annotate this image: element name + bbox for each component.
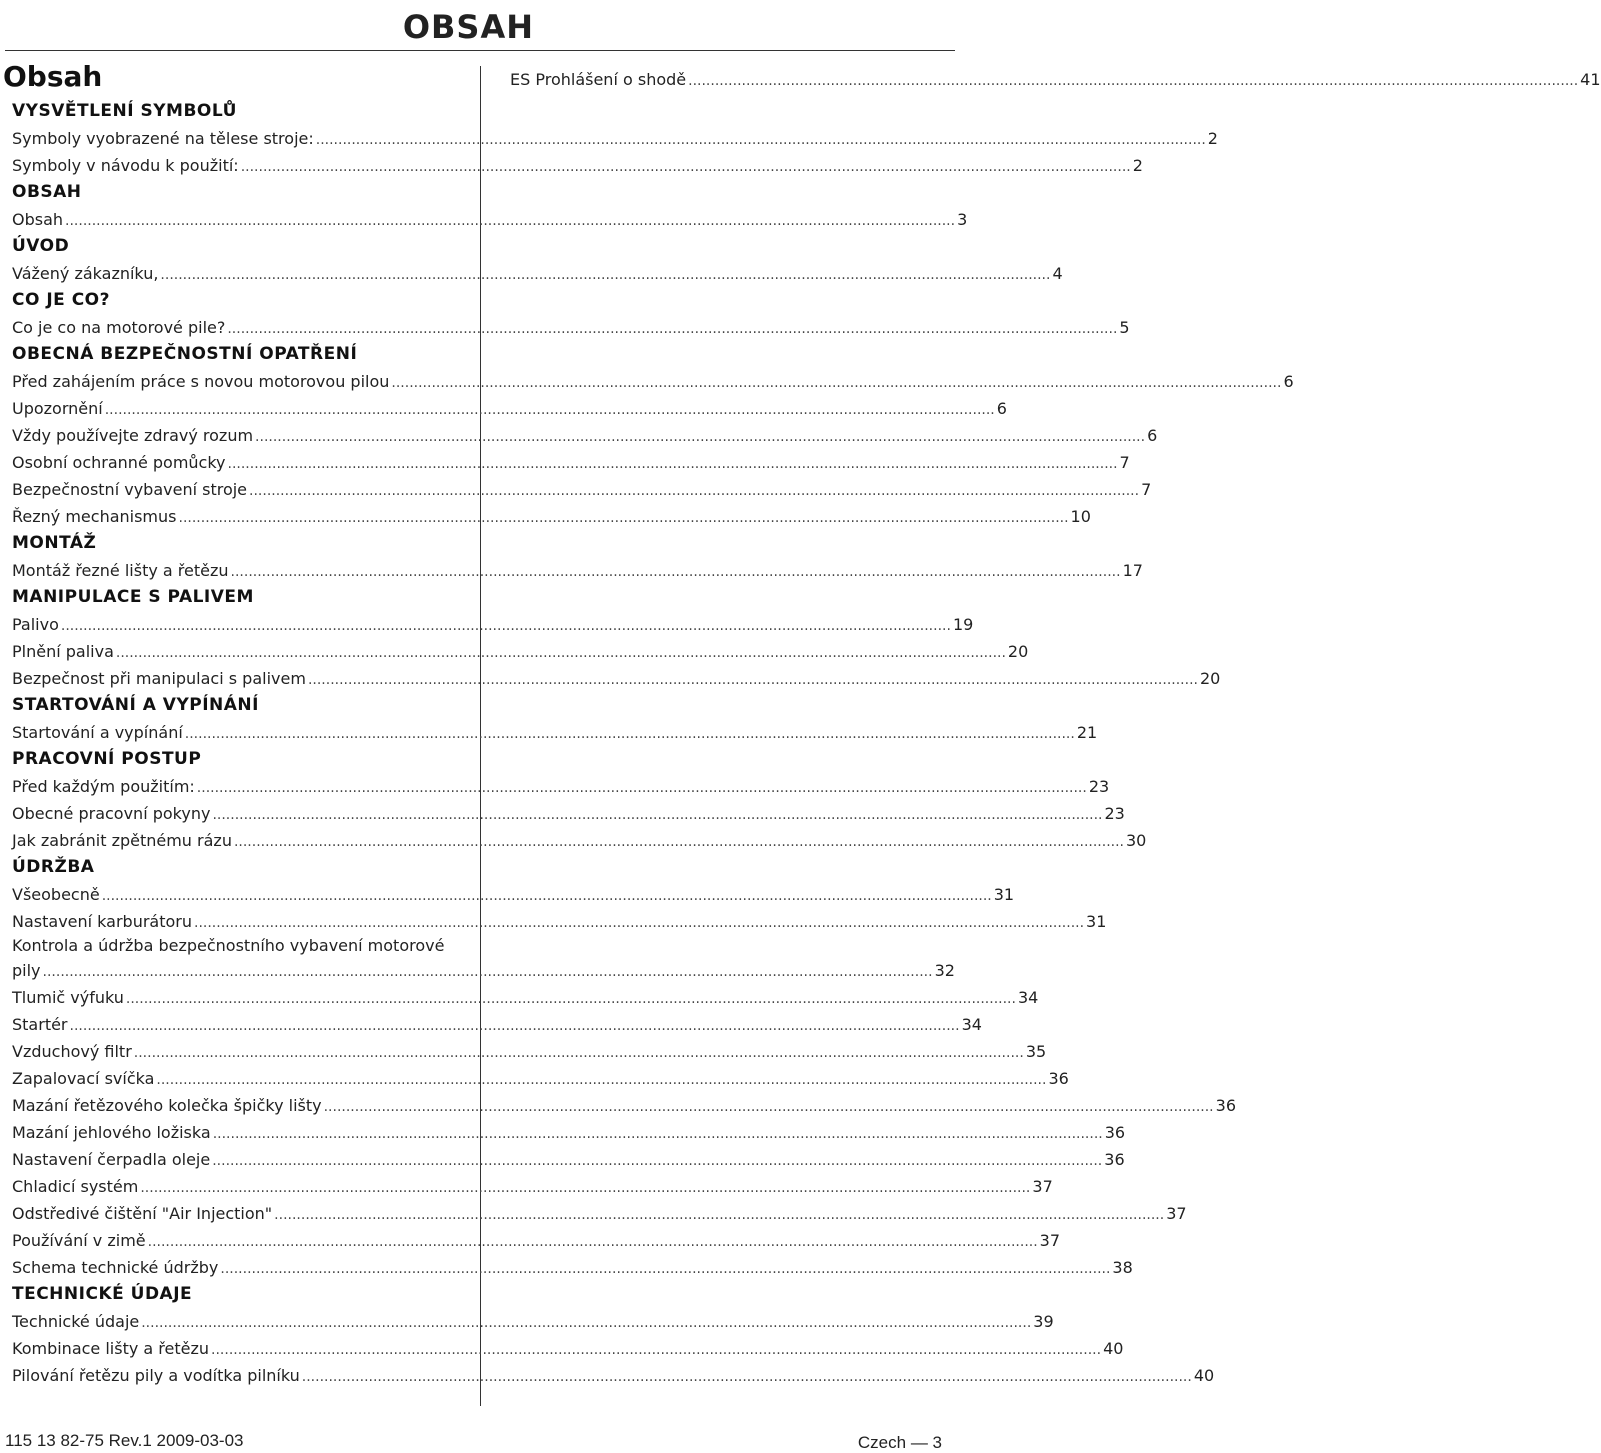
toc-entry-label: Obecné pracovní pokyny xyxy=(12,804,211,823)
dot-leader: ........................................................................................................................................................................................................ xyxy=(315,132,1206,148)
dot-leader: ........................................................................................................................................................................................................ xyxy=(211,1342,1102,1358)
toc-entry[interactable] xyxy=(12,260,1063,287)
toc-entry-label: Symboly v návodu k použití: xyxy=(12,156,239,175)
toc-section-heading: PRACOVNÍ POSTUP xyxy=(12,749,202,769)
dot-leader: ........................................................................................................................................................................................................ xyxy=(274,1207,1165,1223)
toc-page-number: 31 xyxy=(1086,912,1107,931)
toc-page-number: 34 xyxy=(1017,988,1039,1007)
toc-page-number: 7 xyxy=(1141,480,1152,499)
toc-entry-label: Plnění paliva xyxy=(12,642,114,661)
toc-section-heading: VYSVĚTLENÍ SYMBOLŮ xyxy=(12,101,237,121)
toc-section-heading: OBECNÁ BEZPEČNOSTNÍ OPATŘENÍ xyxy=(12,344,358,364)
dot-leader: ........................................................................................................................................................................................................ xyxy=(65,213,956,229)
toc-page-number: 40 xyxy=(1103,1339,1124,1358)
toc-entry-label: pily xyxy=(12,961,41,980)
toc-page-number: 2 xyxy=(1207,129,1218,148)
toc-page-number: 5 xyxy=(1119,318,1130,337)
toc-entry-label: Symboly vyobrazené na tělese stroje: xyxy=(12,129,314,148)
toc-page-number: 36 xyxy=(1215,1096,1236,1115)
toc-entry[interactable] xyxy=(12,314,1130,341)
toc-entry[interactable] xyxy=(12,557,1143,584)
toc-page-number: 39 xyxy=(1033,1312,1054,1331)
toc-page-number: 20 xyxy=(1199,669,1221,688)
toc-entry-label: Startování a vypínání xyxy=(12,723,183,742)
toc-page-number: 10 xyxy=(1070,507,1091,526)
toc-page-number: 35 xyxy=(1025,1042,1047,1061)
dot-leader: ........................................................................................................................................................................................................ xyxy=(212,1126,1103,1142)
toc-entry[interactable] xyxy=(12,1119,1126,1146)
toc-entry[interactable] xyxy=(12,1254,1133,1281)
toc-entry-label: Montáž řezné lišty a řetězu xyxy=(12,561,229,580)
toc-entry[interactable] xyxy=(12,935,955,984)
footer-document-number: 115 13 82-75 Rev.1 2009-03-03 xyxy=(5,1431,244,1450)
toc-entry[interactable] xyxy=(12,152,1143,179)
toc-entry[interactable] xyxy=(12,881,1015,908)
dot-leader: ........................................................................................................................................................................................................ xyxy=(255,429,1146,445)
toc-section-heading: TECHNICKÉ ÚDAJE xyxy=(12,1284,193,1304)
toc-entry[interactable] xyxy=(12,611,974,638)
toc-page-number: 3 xyxy=(957,210,968,229)
toc-page-number: 2 xyxy=(1132,156,1143,175)
toc-section-heading: MANIPULACE S PALIVEM xyxy=(12,587,254,607)
toc-entry[interactable] xyxy=(12,1038,1047,1065)
toc-entry-label: Vzduchový filtr xyxy=(12,1042,132,1061)
dot-leader: ........................................................................................................................................................................................................ xyxy=(141,1315,1032,1331)
toc-entry-label: Palivo xyxy=(12,615,59,634)
toc-page-number: 6 xyxy=(1147,426,1158,445)
toc-entry[interactable] xyxy=(510,66,1601,93)
dot-leader: ........................................................................................................................................................................................................ xyxy=(230,564,1121,580)
toc-page-number: 37 xyxy=(1166,1204,1187,1223)
dot-leader: ........................................................................................................................................................................................................ xyxy=(249,483,1140,499)
toc-page-number: 20 xyxy=(1007,642,1029,661)
dot-leader: ........................................................................................................................................................................................................ xyxy=(60,618,951,634)
toc-page-number: 6 xyxy=(1283,372,1294,391)
toc-page-number: 38 xyxy=(1112,1258,1133,1277)
toc-page-number: 17 xyxy=(1122,561,1143,580)
toc-entry-label: Upozornění xyxy=(12,399,103,418)
toc-entry-label: Bezpečnostní vybavení stroje xyxy=(12,480,248,499)
toc-entry-label: Startér xyxy=(12,1015,68,1034)
toc-page-number: 41 xyxy=(1580,70,1601,89)
table-of-contents xyxy=(12,98,1294,1389)
toc-entry[interactable] xyxy=(12,1200,1187,1227)
dot-leader: ........................................................................................................................................................................................................ xyxy=(212,807,1103,823)
toc-entry[interactable] xyxy=(12,503,1091,530)
toc-entry[interactable] xyxy=(12,800,1125,827)
dot-leader: ........................................................................................................................................................................................................ xyxy=(101,888,992,904)
toc-page-number: 36 xyxy=(1104,1150,1125,1169)
dot-leader: ........................................................................................................................................................................................................ xyxy=(307,672,1198,688)
toc-entry[interactable] xyxy=(12,1011,982,1038)
toc-entry-label: Před každým použitím: xyxy=(12,777,195,796)
dot-leader: ........................................................................................................................................................................................................ xyxy=(125,991,1016,1007)
toc-page-number: 23 xyxy=(1088,777,1110,796)
toc-entry-label: Používání v zimě xyxy=(12,1231,146,1250)
toc-entry-label: Obsah xyxy=(12,210,64,229)
dot-leader: ........................................................................................................................................................................................................ xyxy=(69,1018,960,1034)
toc-section-heading: ÚDRŽBA xyxy=(12,857,95,877)
header-divider xyxy=(5,50,955,51)
toc-page-number: 7 xyxy=(1119,453,1130,472)
dot-leader: ........................................................................................................................................................................................................ xyxy=(212,1153,1103,1169)
toc-entry-label: Kontrola a údržba bezpečnostního vybavení motorové xyxy=(12,936,445,955)
toc-page-number: 21 xyxy=(1076,723,1098,742)
toc-section-heading: ÚVOD xyxy=(12,236,70,256)
dot-leader: ........................................................................................................................................................................................................ xyxy=(323,1099,1214,1115)
toc-entry[interactable] xyxy=(12,125,1218,152)
dot-leader: ........................................................................................................................................................................................................ xyxy=(147,1234,1038,1250)
toc-entry[interactable] xyxy=(12,368,1294,395)
dot-leader: ........................................................................................................................................................................................................ xyxy=(133,1045,1024,1061)
toc-entry-label: Vážený zákazníku, xyxy=(12,264,159,283)
toc-entry[interactable] xyxy=(12,449,1130,476)
toc-entry[interactable] xyxy=(12,1173,1053,1200)
toc-entry-label: Technické údaje xyxy=(12,1312,140,1331)
toc-entry[interactable] xyxy=(12,1335,1124,1362)
toc-entry-label: Zapalovací svíčka xyxy=(12,1069,155,1088)
toc-entry-label: Před zahájením práce s novou motorovou pilou xyxy=(12,372,390,391)
dot-leader: ........................................................................................................................................................................................................ xyxy=(160,267,1051,283)
dot-leader: ........................................................................................................................................................................................................ xyxy=(140,1180,1031,1196)
dot-leader: ........................................................................................................................................................................................................ xyxy=(104,402,995,418)
toc-page-number: 4 xyxy=(1052,264,1063,283)
dot-leader: ........................................................................................................................................................................................................ xyxy=(42,964,933,980)
toc-page-number: 30 xyxy=(1126,831,1147,850)
footer-language-page: Czech — 3 xyxy=(857,1433,942,1452)
toc-entry-label: Všeobecně xyxy=(12,885,100,904)
dot-leader: ........................................................................................................................................................................................................ xyxy=(688,73,1579,89)
toc-entry-label: Tlumič výfuku xyxy=(12,988,124,1007)
toc-page-number: 6 xyxy=(996,399,1007,418)
dot-leader: ........................................................................................................................................................................................................ xyxy=(391,375,1282,391)
toc-entry-label: Bezpečnost při manipulaci s palivem xyxy=(12,669,306,688)
toc-entry[interactable] xyxy=(12,206,968,233)
toc-entry-label: Osobní ochranné pomůcky xyxy=(12,453,226,472)
toc-entry[interactable] xyxy=(12,1092,1236,1119)
toc-entry[interactable] xyxy=(12,1308,1054,1335)
toc-entry-label: Mazání řetězového kolečka špičky lišty xyxy=(12,1096,322,1115)
toc-page-number: 37 xyxy=(1032,1177,1053,1196)
toc-section-heading: CO JE CO? xyxy=(12,290,110,310)
toc-page-number: 36 xyxy=(1048,1069,1069,1088)
dot-leader: ........................................................................................................................................................................................................ xyxy=(196,780,1087,796)
toc-entry-label: Jak zabránit zpětnému rázu xyxy=(12,831,232,850)
toc-entry-label: Vždy používejte zdravý rozum xyxy=(12,426,254,445)
toc-entry[interactable] xyxy=(12,1227,1061,1254)
toc-entry[interactable] xyxy=(12,773,1110,800)
toc-entry[interactable] xyxy=(12,1362,1215,1389)
section-title: Obsah xyxy=(3,60,103,93)
toc-section-heading: STARTOVÁNÍ A VYPÍNÁNÍ xyxy=(12,695,259,715)
toc-entry[interactable] xyxy=(12,476,1152,503)
page-header-title: OBSAH xyxy=(402,8,534,46)
dot-leader: ........................................................................................................................................................................................................ xyxy=(240,159,1131,175)
dot-leader: ........................................................................................................................................................................................................ xyxy=(115,645,1006,661)
toc-entry-label: ES Prohlášení o shodě xyxy=(510,70,687,89)
toc-section-heading: MONTÁŽ xyxy=(12,533,97,553)
toc-entry-label: Chladicí systém xyxy=(12,1177,139,1196)
toc-entry[interactable] xyxy=(12,908,1107,935)
toc-entry-label: Odstředivé čištění "Air Injection" xyxy=(12,1204,273,1223)
table-of-contents-continued xyxy=(510,66,1601,93)
toc-page-number: 19 xyxy=(952,615,974,634)
dot-leader: ........................................................................................................................................................................................................ xyxy=(227,456,1118,472)
toc-page-number: 34 xyxy=(961,1015,982,1034)
toc-entry[interactable] xyxy=(12,984,1039,1011)
toc-page-number: 40 xyxy=(1193,1366,1215,1385)
toc-entry-label: Schema technické údržby xyxy=(12,1258,219,1277)
dot-leader: ........................................................................................................................................................................................................ xyxy=(194,915,1085,931)
toc-entry-label: Pilování řetězu pily a vodítka pilníku xyxy=(12,1366,300,1385)
dot-leader: ........................................................................................................................................................................................................ xyxy=(184,726,1075,742)
toc-entry[interactable] xyxy=(12,422,1158,449)
toc-entry[interactable] xyxy=(12,719,1098,746)
toc-section-heading: OBSAH xyxy=(12,182,82,202)
dot-leader: ........................................................................................................................................................................................................ xyxy=(301,1369,1192,1385)
toc-entry-label: Nastavení karburátoru xyxy=(12,912,192,931)
dot-leader: ........................................................................................................................................................................................................ xyxy=(178,510,1069,526)
toc-page-number: 36 xyxy=(1104,1123,1126,1142)
toc-entry[interactable] xyxy=(12,1065,1069,1092)
toc-entry[interactable] xyxy=(12,665,1221,692)
toc-entry[interactable] xyxy=(12,1146,1125,1173)
dot-leader: ........................................................................................................................................................................................................ xyxy=(233,834,1124,850)
toc-entry-label: Nastavení čerpadla oleje xyxy=(12,1150,211,1169)
dot-leader: ........................................................................................................................................................................................................ xyxy=(156,1072,1047,1088)
toc-entry[interactable] xyxy=(12,395,1007,422)
dot-leader: ........................................................................................................................................................................................................ xyxy=(227,321,1118,337)
toc-entry[interactable] xyxy=(12,827,1147,854)
toc-entry-label: Řezný mechanismus xyxy=(12,507,177,526)
dot-leader: ........................................................................................................................................................................................................ xyxy=(220,1261,1111,1277)
toc-entry-label: Kombinace lišty a řetězu xyxy=(12,1339,210,1358)
toc-page-number: 23 xyxy=(1104,804,1125,823)
toc-entry-label: Mazání jehlového ložiska xyxy=(12,1123,211,1142)
toc-page-number: 37 xyxy=(1039,1231,1061,1250)
toc-page-number: 31 xyxy=(993,885,1015,904)
toc-entry[interactable] xyxy=(12,638,1029,665)
toc-page-number: 32 xyxy=(934,961,955,980)
toc-entry-label: Co je co na motorové pile? xyxy=(12,318,226,337)
